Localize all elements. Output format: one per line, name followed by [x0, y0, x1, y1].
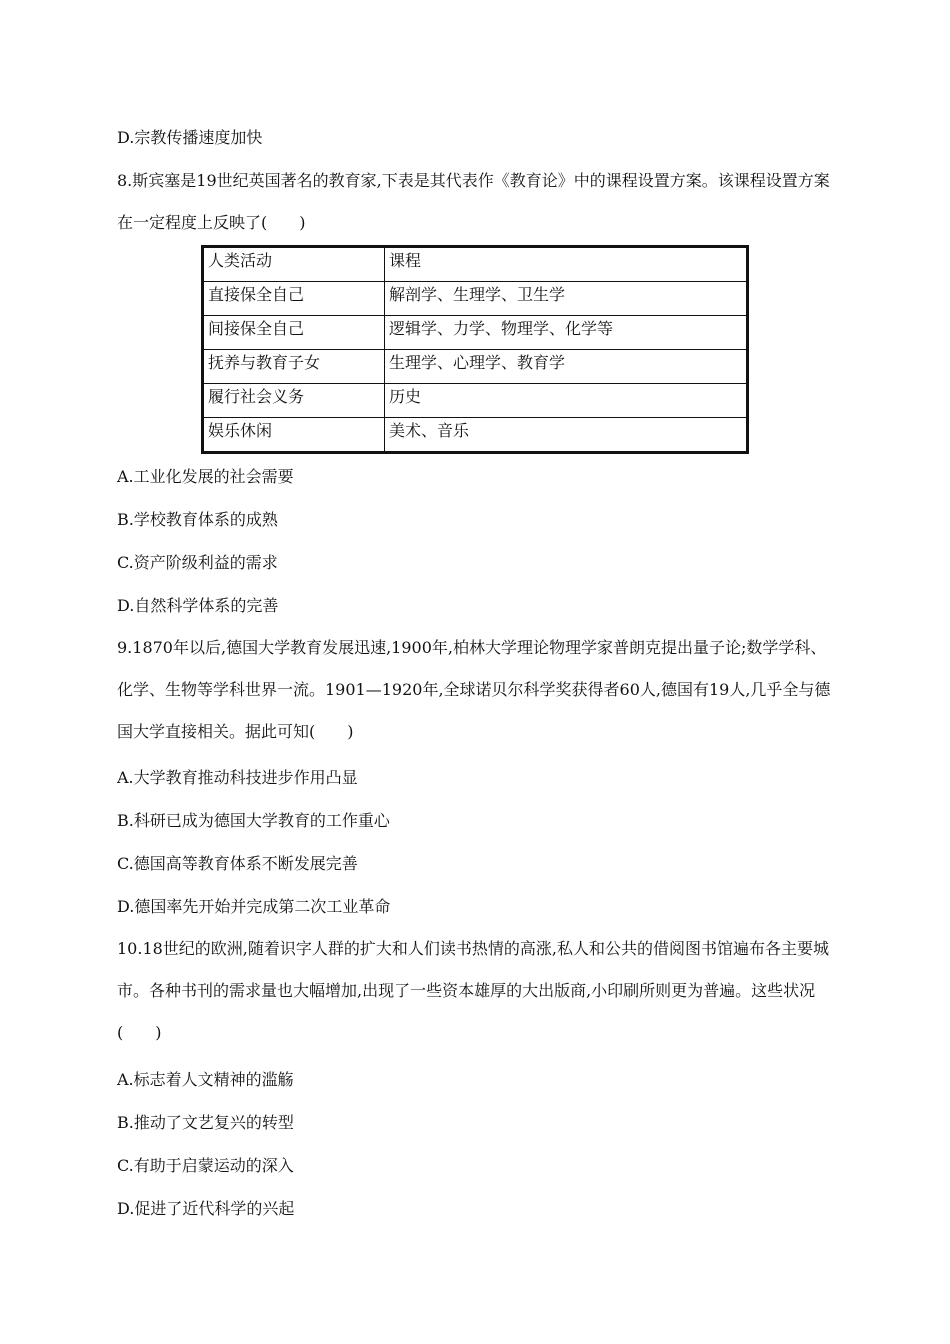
table-cell: 间接保全自己 [203, 316, 385, 350]
table-row [203, 418, 748, 453]
table-row [203, 350, 748, 384]
table-cell: 娱乐休闲 [203, 418, 385, 453]
table-row [203, 384, 748, 418]
previous-option-d: D.宗教传播速度加快 [117, 128, 263, 147]
q9-option-a: A.大学教育推动科技进步作用凸显 [117, 768, 358, 787]
q9-option-c: C.德国高等教育体系不断发展完善 [117, 854, 358, 873]
table-cell: 逻辑学、力学、物理学、化学等 [385, 316, 748, 350]
q10-option-a: A.标志着人文精神的滥觞 [117, 1070, 294, 1089]
table-cell: 生理学、心理学、教育学 [385, 350, 748, 384]
table-header-row [203, 247, 748, 282]
course-table [201, 245, 749, 454]
q10-option-b: B.推动了文艺复兴的转型 [117, 1113, 294, 1132]
q9-option-b: B.科研已成为德国大学教育的工作重心 [117, 811, 390, 830]
q8-option-d: D.自然科学体系的完善 [117, 596, 279, 615]
table-cell: 人类活动 [203, 247, 385, 282]
question-8-text: 8.斯宾塞是19世纪英国著名的教育家,下表是其代表作《教育论》中的课程设置方案。该课程设置方案在一定程度上反映了( ) [117, 171, 830, 232]
table-cell: 课程 [385, 247, 748, 282]
question-9-text: 9.1870年以后,德国大学教育发展迅速,1900年,柏林大学理论物理学家普朗克提出量子论;数学学科、化学、生物等学科世界一流。1901—1920年,全球诺贝尔科学奖获得者60人,德国有19人,几乎全与德国大学直接相关。据此可知( ) [117, 638, 831, 741]
table-cell: 直接保全自己 [203, 282, 385, 316]
table-cell: 履行社会义务 [203, 384, 385, 418]
q9-option-d: D.德国率先开始并完成第二次工业革命 [117, 897, 391, 916]
table-cell: 解剖学、生理学、卫生学 [385, 282, 748, 316]
q10-option-d: D.促进了近代科学的兴起 [117, 1199, 295, 1218]
table-row [203, 282, 748, 316]
table-cell: 美术、音乐 [385, 418, 748, 453]
q10-option-c: C.有助于启蒙运动的深入 [117, 1156, 294, 1175]
q8-option-b: B.学校教育体系的成熟 [117, 510, 278, 529]
q8-option-a: A.工业化发展的社会需要 [117, 467, 294, 486]
q8-option-c: C.资产阶级利益的需求 [117, 553, 278, 572]
table-cell: 抚养与教育子女 [203, 350, 385, 384]
table-cell: 历史 [385, 384, 748, 418]
table-row [203, 316, 748, 350]
question-10-text: 10.18世纪的欧洲,随着识字人群的扩大和人们读书热情的高涨,私人和公共的借阅图书馆遍布各主要城市。各种书刊的需求量也大幅增加,出现了一些资本雄厚的大出版商,小印刷所则更为普遍。这些状况( ) [117, 939, 829, 1042]
